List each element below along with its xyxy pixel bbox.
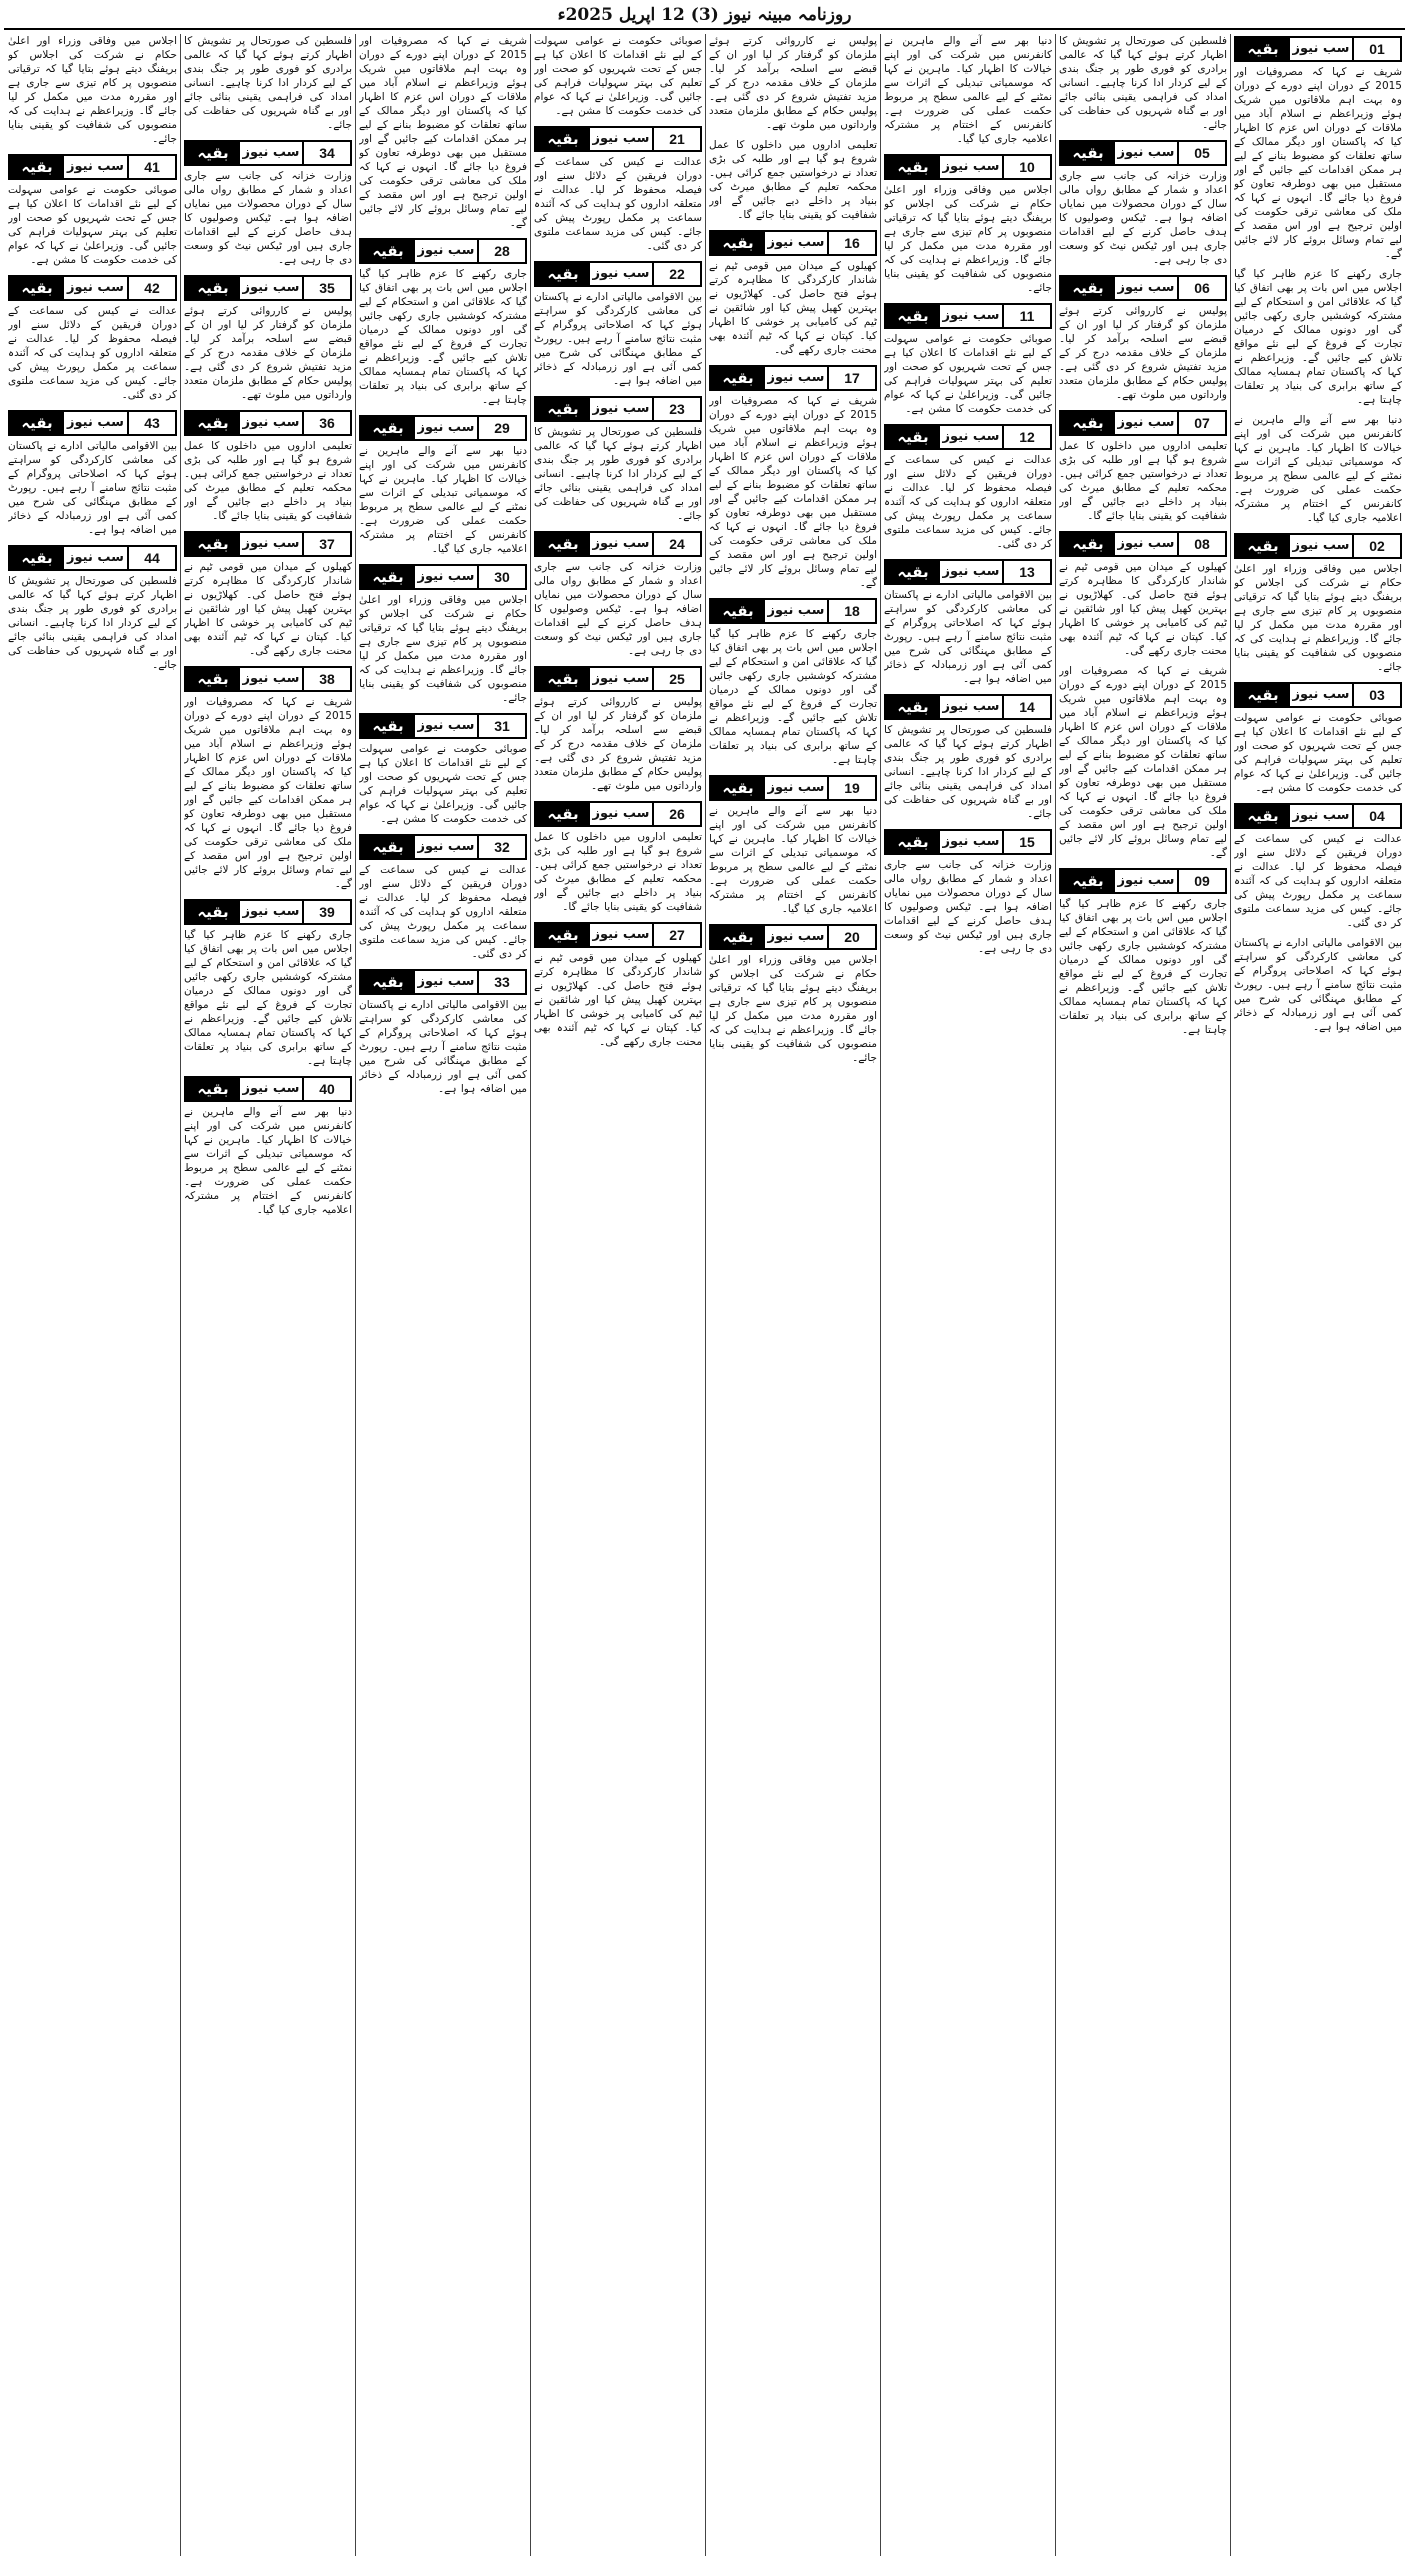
continuation-header xyxy=(184,531,352,557)
section-label: سب نیوز xyxy=(67,415,124,430)
continuation-header xyxy=(709,230,877,256)
continuation-tag: بقیہ xyxy=(1236,805,1290,827)
continuation-header xyxy=(534,666,702,692)
news-item xyxy=(8,273,177,402)
continuation-number: 41 xyxy=(127,156,175,178)
continuation-header xyxy=(709,365,877,391)
continuation-header xyxy=(184,140,352,166)
continuation-header xyxy=(359,969,527,995)
continuation-tag: بقیہ xyxy=(361,971,415,993)
news-item xyxy=(884,301,1052,416)
continuation-number: 22 xyxy=(652,263,700,285)
news-item xyxy=(184,408,352,523)
article-text: کھیلوں کے میدان میں قومی ٹیم نے شاندار کارکردگی کا مظاہرہ کرتے ہوئے فتح حاصل کی۔ کھلاڑیوں نے بہترین کھیل پیش کیا اور شائقین نے ٹیم کی کامیابی پر خوشی کا اظہار کیا۔ کپتان نے کہا کہ ٹیم آئندہ بھی محنت جاری رکھے گی۔ xyxy=(184,561,352,657)
section-label: سب نیوز xyxy=(942,429,1000,444)
section-label: سب نیوز xyxy=(592,536,650,551)
continuation-tag: بقیہ xyxy=(886,831,940,853)
continuation-tag: بقیہ xyxy=(711,367,765,389)
article-text: تعلیمی اداروں میں داخلوں کا عمل شروع ہو گیا ہے اور طلبہ کی بڑی تعداد نے درخواستیں جمع کرائی ہیں۔ محکمہ تعلیم کے مطابق میرٹ کی بنیاد پر داخلے دیے جائیں گے اور شفافیت کو یقینی بنایا جائے گا۔ xyxy=(709,139,877,221)
news-item xyxy=(8,152,177,267)
section-label: سب نیوز xyxy=(242,904,300,919)
news-item xyxy=(8,34,177,146)
continuation-header xyxy=(359,834,527,860)
masthead-rule xyxy=(4,28,1405,30)
continuation-tag: بقیہ xyxy=(536,668,590,690)
continuation-tag: بقیہ xyxy=(1061,533,1115,555)
section-label: سب نیوز xyxy=(242,1081,300,1096)
continuation-header xyxy=(1059,410,1227,436)
section-label: سب نیوز xyxy=(767,370,825,385)
news-item xyxy=(359,711,527,826)
continuation-tag: بقیہ xyxy=(886,305,940,327)
continuation-number: 17 xyxy=(827,367,875,389)
news-column xyxy=(355,34,530,2556)
continuation-number: 12 xyxy=(1002,426,1050,448)
continuation-tag: بقیہ xyxy=(1061,870,1115,892)
section-label: سب نیوز xyxy=(1292,538,1350,553)
continuation-header xyxy=(1234,803,1402,829)
continuation-number: 09 xyxy=(1177,870,1225,892)
news-item xyxy=(534,124,702,253)
continuation-tag: بقیہ xyxy=(711,232,765,254)
continuation-tag: بقیہ xyxy=(186,533,240,555)
news-item xyxy=(1059,408,1227,523)
section-label: سب نیوز xyxy=(942,699,1000,714)
section-label: سب نیوز xyxy=(767,780,825,795)
section-label: سب نیوز xyxy=(942,308,1000,323)
continuation-number: 38 xyxy=(302,668,350,690)
news-item xyxy=(359,832,527,961)
article-text: اجلاس میں وفاقی وزراء اور اعلیٰ حکام نے شرکت کی اجلاس کو بریفنگ دیتے ہوئے بتایا گیا کہ ترقیاتی منصوبوں پر کام تیزی سے جاری ہے اور مقررہ مدت میں مکمل کر لیا جائے گا۔ وزیراعظم نے ہدایت کی کہ منصوبوں کی شفافیت کو یقینی بنایا جائے۔ xyxy=(359,594,527,704)
continuation-number: 16 xyxy=(827,232,875,254)
continuation-tag: بقیہ xyxy=(361,417,415,439)
continuation-number: 19 xyxy=(827,777,875,799)
continuation-header xyxy=(1234,533,1402,559)
article-text: جاری رکھنے کا عزم ظاہر کیا گیا اجلاس میں اس بات پر بھی اتفاق کیا گیا کہ علاقائی امن و استحکام کے لیے مشترکہ کوششیں جاری رکھی جائیں گی اور دونوں ممالک کے درمیان تجارت کے فروغ کے لیے نئے مواقع تلاش کیے جائیں گے۔ وزیراعظم نے کہا کہ پاکستان تمام ہمسایہ ممالک کے ساتھ برابری کی بنیاد پر تعلقات چاہتا ہے۔ xyxy=(1234,268,1402,406)
continuation-number: 04 xyxy=(1352,805,1400,827)
continuation-header xyxy=(534,261,702,287)
continuation-number: 29 xyxy=(477,417,525,439)
continuation-header xyxy=(709,924,877,950)
section-label: سب نیوز xyxy=(1117,536,1175,551)
article-text: بین الاقوامی مالیاتی ادارے نے پاکستان کی معاشی کارکردگی کو سراہتے ہوئے کہا کہ اصلاحاتی پروگرام کے مثبت نتائج سامنے آ رہے ہیں۔ رپورٹ کے مطابق مہنگائی کی شرح میں کمی آئی ہے اور زرمبادلہ کے ذخائر میں اضافہ ہوا ہے۔ xyxy=(8,440,177,536)
continuation-tag: بقیہ xyxy=(186,668,240,690)
section-label: سب نیوز xyxy=(592,401,650,416)
continuation-tag: بقیہ xyxy=(361,715,415,737)
section-label: سب نیوز xyxy=(1292,687,1350,702)
news-item xyxy=(884,557,1052,686)
continuation-header xyxy=(8,154,177,180)
continuation-number: 25 xyxy=(652,668,700,690)
article-text: فلسطین کی صورتحال پر تشویش کا اظہار کرتے ہوئے کہا گیا کہ عالمی برادری کو فوری طور پر جنگ بندی کے لیے کردار ادا کرنا چاہیے۔ انسانی امداد کی فراہمی یقینی بنائی جائے اور بے گناہ شہریوں کی حفاظت کی جائے۔ xyxy=(884,724,1052,820)
news-item xyxy=(884,827,1052,956)
news-item xyxy=(709,228,877,357)
continuation-number: 10 xyxy=(1002,156,1050,178)
news-item xyxy=(1059,138,1227,267)
article-text: وزارت خزانہ کی جانب سے جاری اعداد و شمار کے مطابق رواں مالی سال کے دوران محصولات میں نمایاں اضافہ ہوا ہے۔ ٹیکس وصولیوں کا ہدف حاصل کرنے کے لیے اقدامات جاری ہیں اور ٹیکس نیٹ کو وسعت دی جا رہی ہے۔ xyxy=(534,561,702,657)
news-item xyxy=(709,138,877,222)
continuation-number: 31 xyxy=(477,715,525,737)
article-text: اجلاس میں وفاقی وزراء اور اعلیٰ حکام نے شرکت کی اجلاس کو بریفنگ دیتے ہوئے بتایا گیا کہ ترقیاتی منصوبوں پر کام تیزی سے جاری ہے اور مقررہ مدت میں مکمل کر لیا جائے گا۔ وزیراعظم نے ہدایت کی کہ منصوبوں کی شفافیت کو یقینی بنایا جائے۔ xyxy=(884,184,1052,294)
news-item xyxy=(8,408,177,537)
section-label: سب نیوز xyxy=(417,718,475,733)
article-text: وزارت خزانہ کی جانب سے جاری اعداد و شمار کے مطابق رواں مالی سال کے دوران محصولات میں نمایاں اضافہ ہوا ہے۔ ٹیکس وصولیوں کا ہدف حاصل کرنے کے لیے اقدامات جاری ہیں اور ٹیکس نیٹ کو وسعت دی جا رہی ہے۔ xyxy=(184,170,352,266)
continuation-tag: بقیہ xyxy=(186,901,240,923)
continuation-tag: بقیہ xyxy=(536,803,590,825)
article-text: بین الاقوامی مالیاتی ادارے نے پاکستان کی معاشی کارکردگی کو سراہتے ہوئے کہا کہ اصلاحاتی پروگرام کے مثبت نتائج سامنے آ رہے ہیں۔ رپورٹ کے مطابق مہنگائی کی شرح میں کمی آئی ہے اور زرمبادلہ کے ذخائر میں اضافہ ہوا ہے۔ xyxy=(534,291,702,387)
article-text: صوبائی حکومت نے عوامی سہولت کے لیے نئے اقدامات کا اعلان کیا ہے جس کے تحت شہریوں کو صحت اور تعلیم کی بہتر سہولیات فراہم کی جائیں گی۔ وزیراعلیٰ نے کہا کہ عوام کی خدمت حکومت کا مشن ہے۔ xyxy=(534,35,702,117)
article-text: وزارت خزانہ کی جانب سے جاری اعداد و شمار کے مطابق رواں مالی سال کے دوران محصولات میں نمایاں اضافہ ہوا ہے۔ ٹیکس وصولیوں کا ہدف حاصل کرنے کے لیے اقدامات جاری ہیں اور ٹیکس نیٹ کو وسعت دی جا رہی ہے۔ xyxy=(1059,170,1227,266)
continuation-header xyxy=(534,396,702,422)
article-text: کھیلوں کے میدان میں قومی ٹیم نے شاندار کارکردگی کا مظاہرہ کرتے ہوئے فتح حاصل کی۔ کھلاڑیوں نے بہترین کھیل پیش کیا اور شائقین نے ٹیم کی کامیابی پر خوشی کا اظہار کیا۔ کپتان نے کہا کہ ٹیم آئندہ بھی محنت جاری رکھے گی۔ xyxy=(534,952,702,1048)
article-text: وزارت خزانہ کی جانب سے جاری اعداد و شمار کے مطابق رواں مالی سال کے دوران محصولات میں نمایاں اضافہ ہوا ہے۔ ٹیکس وصولیوں کا ہدف حاصل کرنے کے لیے اقدامات جاری ہیں اور ٹیکس نیٹ کو وسعت دی جا رہی ہے۔ xyxy=(884,859,1052,955)
news-item xyxy=(709,922,877,1065)
section-label: سب نیوز xyxy=(242,280,300,295)
continuation-number: 23 xyxy=(652,398,700,420)
news-item xyxy=(359,236,527,407)
continuation-number: 43 xyxy=(127,412,175,434)
continuation-number: 34 xyxy=(302,142,350,164)
article-text: پولیس نے کارروائی کرتے ہوئے ملزمان کو گرفتار کر لیا اور ان کے قبضے سے اسلحہ برآمد کر لیا۔ ملزمان کے خلاف مقدمہ درج کر کے مزید تفتیش شروع کر دی گئی ہے۔ پولیس حکام کے مطابق ملزمان متعدد وارداتوں میں ملوث تھے۔ xyxy=(184,305,352,401)
news-item xyxy=(359,413,527,556)
section-label: سب نیوز xyxy=(1117,280,1175,295)
continuation-number: 26 xyxy=(652,803,700,825)
news-item xyxy=(1234,801,1402,930)
continuation-number: 05 xyxy=(1177,142,1225,164)
news-item xyxy=(534,529,702,658)
news-item xyxy=(1234,267,1402,407)
section-label: سب نیوز xyxy=(592,131,650,146)
news-column xyxy=(705,34,880,2556)
continuation-tag: بقیہ xyxy=(536,263,590,285)
article-text: عدالت نے کیس کی سماعت کے دوران فریقین کے دلائل سنے اور فیصلہ محفوظ کر لیا۔ عدالت نے متعلقہ اداروں کو ہدایت کی کہ آئندہ سماعت پر مکمل رپورٹ پیش کی جائے۔ کیس کی مزید سماعت ملتوی کر دی گئی۔ xyxy=(534,156,702,252)
news-item xyxy=(1059,664,1227,860)
continuation-header xyxy=(884,694,1052,720)
continuation-number: 11 xyxy=(1002,305,1050,327)
section-label: سب نیوز xyxy=(1292,41,1350,56)
continuation-header xyxy=(359,564,527,590)
article-text: شریف نے کہا کہ مصروفیات اور 2015 کے دوران اپنے دورے کے دوران وہ بہت اہم ملاقاتوں میں شریک ہوئے وزیراعظم نے اسلام آباد میں ملاقات کے دوران اس عزم کا اظہار کیا کہ پاکستان اور دیگر ممالک کے ساتھ تعلقات کو مضبوط بنانے کے لیے ہر ممکن اقدامات کیے جائیں گے اور مستقبل میں بھی دوطرفہ تعاون کو فروغ دیا جائے گا۔ انہوں نے کہا کہ ملک کی معاشی ترقی حکومت کی اولین ترجیح ہے اور اس مقصد کے لیے تمام وسائل بروئے کار لائے جائیں گے۔ xyxy=(1234,66,1402,260)
article-text: دنیا بھر سے آنے والے ماہرین نے کانفرنس میں شرکت کی اور اپنے خیالات کا اظہار کیا۔ ماہرین نے کہا کہ موسمیاتی تبدیلی کے اثرات سے نمٹنے کے لیے عالمی سطح پر مربوط حکمت عملی کی ضرورت ہے۔ کانفرنس کے اختتام پر مشترکہ اعلامیہ جاری کیا گیا۔ xyxy=(709,805,877,915)
news-item xyxy=(184,664,352,891)
news-item xyxy=(534,259,702,388)
news-item xyxy=(8,543,177,672)
continuation-header xyxy=(184,275,352,301)
news-item xyxy=(184,897,352,1068)
news-item xyxy=(184,138,352,267)
continuation-number: 14 xyxy=(1002,696,1050,718)
continuation-tag: بقیہ xyxy=(1061,277,1115,299)
news-item xyxy=(184,1074,352,1217)
continuation-number: 07 xyxy=(1177,412,1225,434)
article-text: پولیس نے کارروائی کرتے ہوئے ملزمان کو گرفتار کر لیا اور ان کے قبضے سے اسلحہ برآمد کر لیا۔ ملزمان کے خلاف مقدمہ درج کر کے مزید تفتیش شروع کر دی گئی ہے۔ پولیس حکام کے مطابق ملزمان متعدد وارداتوں میں ملوث تھے۔ xyxy=(709,35,877,131)
continuation-header xyxy=(534,126,702,152)
article-text: دنیا بھر سے آنے والے ماہرین نے کانفرنس میں شرکت کی اور اپنے خیالات کا اظہار کیا۔ ماہرین نے کہا کہ موسمیاتی تبدیلی کے اثرات سے نمٹنے کے لیے عالمی سطح پر مربوط حکمت عملی کی ضرورت ہے۔ کانفرنس کے اختتام پر مشترکہ اعلامیہ جاری کیا گیا۔ xyxy=(1234,414,1402,524)
section-label: سب نیوز xyxy=(67,280,124,295)
news-item xyxy=(534,664,702,793)
continuation-header xyxy=(534,531,702,557)
news-item xyxy=(1059,529,1227,658)
article-text: شریف نے کہا کہ مصروفیات اور 2015 کے دوران اپنے دورے کے دوران وہ بہت اہم ملاقاتوں میں شریک ہوئے وزیراعظم نے اسلام آباد میں ملاقات کے دوران اس عزم کا اظہار کیا کہ پاکستان اور دیگر ممالک کے ساتھ تعلقات کو مضبوط بنانے کے لیے ہر ممکن اقدامات کیے جائیں گے اور مستقبل میں بھی دوطرفہ تعاون کو فروغ دیا جائے گا۔ انہوں نے کہا کہ ملک کی معاشی ترقی حکومت کی اولین ترجیح ہے اور اس مقصد کے لیے تمام وسائل بروئے کار لائے جائیں گے۔ xyxy=(1059,665,1227,859)
news-item xyxy=(184,273,352,402)
section-label: سب نیوز xyxy=(242,415,300,430)
section-label: سب نیوز xyxy=(942,159,1000,174)
section-label: سب نیوز xyxy=(417,839,475,854)
article-text: فلسطین کی صورتحال پر تشویش کا اظہار کرتے ہوئے کہا گیا کہ عالمی برادری کو فوری طور پر جنگ بندی کے لیے کردار ادا کرنا چاہیے۔ انسانی امداد کی فراہمی یقینی بنائی جائے اور بے گناہ شہریوں کی حفاظت کی جائے۔ xyxy=(534,426,702,522)
continuation-tag: بقیہ xyxy=(10,547,64,569)
article-text: بین الاقوامی مالیاتی ادارے نے پاکستان کی معاشی کارکردگی کو سراہتے ہوئے کہا کہ اصلاحاتی پروگرام کے مثبت نتائج سامنے آ رہے ہیں۔ رپورٹ کے مطابق مہنگائی کی شرح میں کمی آئی ہے اور زرمبادلہ کے ذخائر میں اضافہ ہوا ہے۔ xyxy=(884,589,1052,685)
continuation-tag: بقیہ xyxy=(536,398,590,420)
continuation-number: 08 xyxy=(1177,533,1225,555)
continuation-tag: بقیہ xyxy=(536,924,590,946)
continuation-number: 13 xyxy=(1002,561,1050,583)
continuation-tag: بقیہ xyxy=(10,277,64,299)
news-item xyxy=(1059,866,1227,1037)
continuation-number: 28 xyxy=(477,240,525,262)
continuation-number: 44 xyxy=(127,547,175,569)
section-label: سب نیوز xyxy=(242,145,300,160)
article-text: عدالت نے کیس کی سماعت کے دوران فریقین کے دلائل سنے اور فیصلہ محفوظ کر لیا۔ عدالت نے متعلقہ اداروں کو ہدایت کی کہ آئندہ سماعت پر مکمل رپورٹ پیش کی جائے۔ کیس کی مزید سماعت ملتوی کر دی گئی۔ xyxy=(884,454,1052,550)
continuation-header xyxy=(1059,140,1227,166)
continuation-number: 36 xyxy=(302,412,350,434)
continuation-header xyxy=(184,899,352,925)
continuation-tag: بقیہ xyxy=(186,142,240,164)
section-label: سب نیوز xyxy=(767,603,825,618)
article-text: جاری رکھنے کا عزم ظاہر کیا گیا اجلاس میں اس بات پر بھی اتفاق کیا گیا کہ علاقائی امن و استحکام کے لیے مشترکہ کوششیں جاری رکھی جائیں گی اور دونوں ممالک کے درمیان تجارت کے فروغ کے لیے نئے مواقع تلاش کیے جائیں گے۔ وزیراعظم نے کہا کہ پاکستان تمام ہمسایہ ممالک کے ساتھ برابری کی بنیاد پر تعلقات چاہتا ہے۔ xyxy=(359,268,527,406)
news-item xyxy=(359,34,527,230)
news-item xyxy=(1234,34,1402,261)
news-column xyxy=(1230,34,1405,2556)
section-label: سب نیوز xyxy=(767,235,825,250)
news-item xyxy=(1059,34,1227,132)
section-label: سب نیوز xyxy=(417,974,475,989)
continuation-header xyxy=(8,410,177,436)
continuation-header xyxy=(359,238,527,264)
section-label: سب نیوز xyxy=(1117,145,1175,160)
section-label: سب نیوز xyxy=(592,927,650,942)
news-item xyxy=(884,152,1052,295)
continuation-tag: بقیہ xyxy=(711,777,765,799)
continuation-tag: بقیہ xyxy=(886,426,940,448)
continuation-tag: بقیہ xyxy=(711,926,765,948)
article-text: تعلیمی اداروں میں داخلوں کا عمل شروع ہو گیا ہے اور طلبہ کی بڑی تعداد نے درخواستیں جمع کرائی ہیں۔ محکمہ تعلیم کے مطابق میرٹ کی بنیاد پر داخلے دیے جائیں گے اور شفافیت کو یقینی بنایا جائے گا۔ xyxy=(1059,440,1227,522)
continuation-number: 02 xyxy=(1352,535,1400,557)
section-label: سب نیوز xyxy=(942,564,1000,579)
section-label: سب نیوز xyxy=(592,266,650,281)
continuation-number: 37 xyxy=(302,533,350,555)
section-label: سب نیوز xyxy=(67,159,124,174)
continuation-header xyxy=(8,275,177,301)
article-text: عدالت نے کیس کی سماعت کے دوران فریقین کے دلائل سنے اور فیصلہ محفوظ کر لیا۔ عدالت نے متعلقہ اداروں کو ہدایت کی کہ آئندہ سماعت پر مکمل رپورٹ پیش کی جائے۔ کیس کی مزید سماعت ملتوی کر دی گئی۔ xyxy=(8,305,177,401)
continuation-number: 06 xyxy=(1177,277,1225,299)
continuation-number: 39 xyxy=(302,901,350,923)
section-label: سب نیوز xyxy=(1117,415,1175,430)
news-column xyxy=(1055,34,1230,2556)
continuation-header xyxy=(184,666,352,692)
news-item xyxy=(359,562,527,705)
continuation-header xyxy=(184,1076,352,1102)
continuation-tag: بقیہ xyxy=(1236,38,1290,60)
masthead: روزنامہ مبینہ نیوز (3) 12 اپریل 2025ء xyxy=(557,5,852,25)
continuation-tag: بقیہ xyxy=(186,412,240,434)
news-item xyxy=(709,34,877,132)
continuation-number: 27 xyxy=(652,924,700,946)
continuation-tag: بقیہ xyxy=(186,1078,240,1100)
continuation-header xyxy=(1059,868,1227,894)
article-text: صوبائی حکومت نے عوامی سہولت کے لیے نئے اقدامات کا اعلان کیا ہے جس کے تحت شہریوں کو صحت اور تعلیم کی بہتر سہولیات فراہم کی جائیں گی۔ وزیراعلیٰ نے کہا کہ عوام کی خدمت حکومت کا مشن ہے۔ xyxy=(359,743,527,825)
news-item xyxy=(359,967,527,1096)
continuation-number: 24 xyxy=(652,533,700,555)
continuation-header xyxy=(1059,531,1227,557)
continuation-tag: بقیہ xyxy=(536,533,590,555)
continuation-tag: بقیہ xyxy=(1061,412,1115,434)
continuation-number: 33 xyxy=(477,971,525,993)
continuation-tag: بقیہ xyxy=(711,600,765,622)
article-text: عدالت نے کیس کی سماعت کے دوران فریقین کے دلائل سنے اور فیصلہ محفوظ کر لیا۔ عدالت نے متعلقہ اداروں کو ہدایت کی کہ آئندہ سماعت پر مکمل رپورٹ پیش کی جائے۔ کیس کی مزید سماعت ملتوی کر دی گئی۔ xyxy=(359,864,527,960)
continuation-number: 18 xyxy=(827,600,875,622)
news-item xyxy=(534,920,702,1049)
section-label: سب نیوز xyxy=(942,834,1000,849)
news-item xyxy=(1234,680,1402,795)
continuation-number: 42 xyxy=(127,277,175,299)
section-label: سب نیوز xyxy=(242,671,300,686)
article-text: اجلاس میں وفاقی وزراء اور اعلیٰ حکام نے شرکت کی اجلاس کو بریفنگ دیتے ہوئے بتایا گیا کہ ترقیاتی منصوبوں پر کام تیزی سے جاری ہے اور مقررہ مدت میں مکمل کر لیا جائے گا۔ وزیراعظم نے ہدایت کی کہ منصوبوں کی شفافیت کو یقینی بنایا جائے۔ xyxy=(709,954,877,1064)
continuation-tag: بقیہ xyxy=(186,277,240,299)
continuation-header xyxy=(1234,682,1402,708)
article-text: فلسطین کی صورتحال پر تشویش کا اظہار کرتے ہوئے کہا گیا کہ عالمی برادری کو فوری طور پر جنگ بندی کے لیے کردار ادا کرنا چاہیے۔ انسانی امداد کی فراہمی یقینی بنائی جائے اور بے گناہ شہریوں کی حفاظت کی جائے۔ xyxy=(1059,35,1227,131)
news-item xyxy=(534,799,702,914)
news-item xyxy=(884,422,1052,551)
news-item xyxy=(884,692,1052,821)
article-text: عدالت نے کیس کی سماعت کے دوران فریقین کے دلائل سنے اور فیصلہ محفوظ کر لیا۔ عدالت نے متعلقہ اداروں کو ہدایت کی کہ آئندہ سماعت پر مکمل رپورٹ پیش کی جائے۔ کیس کی مزید سماعت ملتوی کر دی گئی۔ xyxy=(1234,833,1402,929)
continuation-header xyxy=(184,410,352,436)
continuation-tag: بقیہ xyxy=(361,836,415,858)
continuation-header xyxy=(884,154,1052,180)
article-text: تعلیمی اداروں میں داخلوں کا عمل شروع ہو گیا ہے اور طلبہ کی بڑی تعداد نے درخواستیں جمع کرائی ہیں۔ محکمہ تعلیم کے مطابق میرٹ کی بنیاد پر داخلے دیے جائیں گے اور شفافیت کو یقینی بنایا جائے گا۔ xyxy=(184,440,352,522)
continuation-tag: بقیہ xyxy=(10,412,64,434)
news-item xyxy=(184,529,352,658)
continuation-header xyxy=(8,545,177,571)
article-text: فلسطین کی صورتحال پر تشویش کا اظہار کرتے ہوئے کہا گیا کہ عالمی برادری کو فوری طور پر جنگ بندی کے لیے کردار ادا کرنا چاہیے۔ انسانی امداد کی فراہمی یقینی بنائی جائے اور بے گناہ شہریوں کی حفاظت کی جائے۔ xyxy=(184,35,352,131)
continuation-number: 01 xyxy=(1352,38,1400,60)
continuation-number: 40 xyxy=(302,1078,350,1100)
continuation-tag: بقیہ xyxy=(361,240,415,262)
article-text: صوبائی حکومت نے عوامی سہولت کے لیے نئے اقدامات کا اعلان کیا ہے جس کے تحت شہریوں کو صحت اور تعلیم کی بہتر سہولیات فراہم کی جائیں گی۔ وزیراعلیٰ نے کہا کہ عوام کی خدمت حکومت کا مشن ہے۔ xyxy=(884,333,1052,415)
continuation-number: 15 xyxy=(1002,831,1050,853)
news-item xyxy=(709,596,877,767)
section-label: سب نیوز xyxy=(417,243,475,258)
continuation-tag: بقیہ xyxy=(886,696,940,718)
continuation-tag: بقیہ xyxy=(10,156,64,178)
continuation-header xyxy=(709,598,877,624)
section-label: سب نیوز xyxy=(242,536,300,551)
continuation-number: 32 xyxy=(477,836,525,858)
continuation-header xyxy=(884,829,1052,855)
news-item xyxy=(1234,413,1402,525)
article-text: فلسطین کی صورتحال پر تشویش کا اظہار کرتے ہوئے کہا گیا کہ عالمی برادری کو فوری طور پر جنگ بندی کے لیے کردار ادا کرنا چاہیے۔ انسانی امداد کی فراہمی یقینی بنائی جائے اور بے گناہ شہریوں کی حفاظت کی جائے۔ xyxy=(8,575,177,671)
article-text: اجلاس میں وفاقی وزراء اور اعلیٰ حکام نے شرکت کی اجلاس کو بریفنگ دیتے ہوئے بتایا گیا کہ ترقیاتی منصوبوں پر کام تیزی سے جاری ہے اور مقررہ مدت میں مکمل کر لیا جائے گا۔ وزیراعظم نے ہدایت کی کہ منصوبوں کی شفافیت کو یقینی بنایا جائے۔ xyxy=(1234,563,1402,673)
continuation-tag: بقیہ xyxy=(1236,684,1290,706)
section-label: سب نیوز xyxy=(1292,808,1350,823)
news-column xyxy=(180,34,355,2556)
article-text: جاری رکھنے کا عزم ظاہر کیا گیا اجلاس میں اس بات پر بھی اتفاق کیا گیا کہ علاقائی امن و استحکام کے لیے مشترکہ کوششیں جاری رکھی جائیں گی اور دونوں ممالک کے درمیان تجارت کے فروغ کے لیے نئے مواقع تلاش کیے جائیں گے۔ وزیراعظم نے کہا کہ پاکستان تمام ہمسایہ ممالک کے ساتھ برابری کی بنیاد پر تعلقات چاہتا ہے۔ xyxy=(1059,898,1227,1036)
continuation-header xyxy=(884,424,1052,450)
article-text: تعلیمی اداروں میں داخلوں کا عمل شروع ہو گیا ہے اور طلبہ کی بڑی تعداد نے درخواستیں جمع کرائی ہیں۔ محکمہ تعلیم کے مطابق میرٹ کی بنیاد پر داخلے دیے جائیں گے اور شفافیت کو یقینی بنایا جائے گا۔ xyxy=(534,831,702,913)
article-text: کھیلوں کے میدان میں قومی ٹیم نے شاندار کارکردگی کا مظاہرہ کرتے ہوئے فتح حاصل کی۔ کھلاڑیوں نے بہترین کھیل پیش کیا اور شائقین نے ٹیم کی کامیابی پر خوشی کا اظہار کیا۔ کپتان نے کہا کہ ٹیم آئندہ بھی محنت جاری رکھے گی۔ xyxy=(709,260,877,356)
news-column xyxy=(5,34,180,2556)
continuation-header xyxy=(359,415,527,441)
article-text: شریف نے کہا کہ مصروفیات اور 2015 کے دوران اپنے دورے کے دوران وہ بہت اہم ملاقاتوں میں شریک ہوئے وزیراعظم نے اسلام آباد میں ملاقات کے دوران اس عزم کا اظہار کیا کہ پاکستان اور دیگر ممالک کے ساتھ تعلقات کو مضبوط بنانے کے لیے ہر ممکن اقدامات کیے جائیں گے اور مستقبل میں بھی دوطرفہ تعاون کو فروغ دیا جائے گا۔ انہوں نے کہا کہ ملک کی معاشی ترقی حکومت کی اولین ترجیح ہے اور اس مقصد کے لیے تمام وسائل بروئے کار لائے جائیں گے۔ xyxy=(709,395,877,589)
article-text: پولیس نے کارروائی کرتے ہوئے ملزمان کو گرفتار کر لیا اور ان کے قبضے سے اسلحہ برآمد کر لیا۔ ملزمان کے خلاف مقدمہ درج کر کے مزید تفتیش شروع کر دی گئی ہے۔ پولیس حکام کے مطابق ملزمان متعدد وارداتوں میں ملوث تھے۔ xyxy=(534,696,702,792)
article-text: جاری رکھنے کا عزم ظاہر کیا گیا اجلاس میں اس بات پر بھی اتفاق کیا گیا کہ علاقائی امن و استحکام کے لیے مشترکہ کوششیں جاری رکھی جائیں گی اور دونوں ممالک کے درمیان تجارت کے فروغ کے لیے نئے مواقع تلاش کیے جائیں گے۔ وزیراعظم نے کہا کہ پاکستان تمام ہمسایہ ممالک کے ساتھ برابری کی بنیاد پر تعلقات چاہتا ہے۔ xyxy=(709,628,877,766)
article-text: صوبائی حکومت نے عوامی سہولت کے لیے نئے اقدامات کا اعلان کیا ہے جس کے تحت شہریوں کو صحت اور تعلیم کی بہتر سہولیات فراہم کی جائیں گی۔ وزیراعلیٰ نے کہا کہ عوام کی خدمت حکومت کا مشن ہے۔ xyxy=(1234,712,1402,794)
article-text: شریف نے کہا کہ مصروفیات اور 2015 کے دوران اپنے دورے کے دوران وہ بہت اہم ملاقاتوں میں شریک ہوئے وزیراعظم نے اسلام آباد میں ملاقات کے دوران اس عزم کا اظہار کیا کہ پاکستان اور دیگر ممالک کے ساتھ تعلقات کو مضبوط بنانے کے لیے ہر ممکن اقدامات کیے جائیں گے اور مستقبل میں بھی دوطرفہ تعاون کو فروغ دیا جائے گا۔ انہوں نے کہا کہ ملک کی معاشی ترقی حکومت کی اولین ترجیح ہے اور اس مقصد کے لیے تمام وسائل بروئے کار لائے جائیں گے۔ xyxy=(184,696,352,890)
section-label: سب نیوز xyxy=(417,569,475,584)
section-label: سب نیوز xyxy=(67,550,124,565)
news-item xyxy=(1059,273,1227,402)
continuation-number: 21 xyxy=(652,128,700,150)
continuation-tag: بقیہ xyxy=(361,566,415,588)
news-item xyxy=(884,34,1052,146)
news-column xyxy=(880,34,1055,2556)
news-item xyxy=(534,34,702,118)
continuation-header xyxy=(884,303,1052,329)
news-columns xyxy=(4,34,1405,2556)
continuation-header xyxy=(534,922,702,948)
news-item xyxy=(534,394,702,523)
article-text: صوبائی حکومت نے عوامی سہولت کے لیے نئے اقدامات کا اعلان کیا ہے جس کے تحت شہریوں کو صحت اور تعلیم کی بہتر سہولیات فراہم کی جائیں گی۔ وزیراعلیٰ نے کہا کہ عوام کی خدمت حکومت کا مشن ہے۔ xyxy=(8,184,177,266)
article-text: پولیس نے کارروائی کرتے ہوئے ملزمان کو گرفتار کر لیا اور ان کے قبضے سے اسلحہ برآمد کر لیا۔ ملزمان کے خلاف مقدمہ درج کر کے مزید تفتیش شروع کر دی گئی ہے۔ پولیس حکام کے مطابق ملزمان متعدد وارداتوں میں ملوث تھے۔ xyxy=(1059,305,1227,401)
continuation-tag: بقیہ xyxy=(1236,535,1290,557)
news-item xyxy=(184,34,352,132)
news-item xyxy=(709,773,877,916)
news-item xyxy=(1234,936,1402,1034)
continuation-tag: بقیہ xyxy=(536,128,590,150)
continuation-header xyxy=(359,713,527,739)
article-text: بین الاقوامی مالیاتی ادارے نے پاکستان کی معاشی کارکردگی کو سراہتے ہوئے کہا کہ اصلاحاتی پروگرام کے مثبت نتائج سامنے آ رہے ہیں۔ رپورٹ کے مطابق مہنگائی کی شرح میں کمی آئی ہے اور زرمبادلہ کے ذخائر میں اضافہ ہوا ہے۔ xyxy=(1234,937,1402,1033)
section-label: سب نیوز xyxy=(592,806,650,821)
news-item xyxy=(1234,531,1402,674)
continuation-number: 35 xyxy=(302,277,350,299)
article-text: بین الاقوامی مالیاتی ادارے نے پاکستان کی معاشی کارکردگی کو سراہتے ہوئے کہا کہ اصلاحاتی پروگرام کے مثبت نتائج سامنے آ رہے ہیں۔ رپورٹ کے مطابق مہنگائی کی شرح میں کمی آئی ہے اور زرمبادلہ کے ذخائر میں اضافہ ہوا ہے۔ xyxy=(359,999,527,1095)
continuation-header xyxy=(1059,275,1227,301)
continuation-header xyxy=(709,775,877,801)
section-label: سب نیوز xyxy=(592,671,650,686)
article-text: جاری رکھنے کا عزم ظاہر کیا گیا اجلاس میں اس بات پر بھی اتفاق کیا گیا کہ علاقائی امن و استحکام کے لیے مشترکہ کوششیں جاری رکھی جائیں گی اور دونوں ممالک کے درمیان تجارت کے فروغ کے لیے نئے مواقع تلاش کیے جائیں گے۔ وزیراعظم نے کہا کہ پاکستان تمام ہمسایہ ممالک کے ساتھ برابری کی بنیاد پر تعلقات چاہتا ہے۔ xyxy=(184,929,352,1067)
continuation-tag: بقیہ xyxy=(1061,142,1115,164)
article-text: دنیا بھر سے آنے والے ماہرین نے کانفرنس میں شرکت کی اور اپنے خیالات کا اظہار کیا۔ ماہرین نے کہا کہ موسمیاتی تبدیلی کے اثرات سے نمٹنے کے لیے عالمی سطح پر مربوط حکمت عملی کی ضرورت ہے۔ کانفرنس کے اختتام پر مشترکہ اعلامیہ جاری کیا گیا۔ xyxy=(884,35,1052,145)
continuation-header xyxy=(1234,36,1402,62)
section-label: سب نیوز xyxy=(417,420,475,435)
news-item xyxy=(709,363,877,590)
continuation-header xyxy=(534,801,702,827)
article-text: دنیا بھر سے آنے والے ماہرین نے کانفرنس میں شرکت کی اور اپنے خیالات کا اظہار کیا۔ ماہرین نے کہا کہ موسمیاتی تبدیلی کے اثرات سے نمٹنے کے لیے عالمی سطح پر مربوط حکمت عملی کی ضرورت ہے۔ کانفرنس کے اختتام پر مشترکہ اعلامیہ جاری کیا گیا۔ xyxy=(184,1106,352,1216)
continuation-number: 30 xyxy=(477,566,525,588)
article-text: شریف نے کہا کہ مصروفیات اور 2015 کے دوران اپنے دورے کے دوران وہ بہت اہم ملاقاتوں میں شریک ہوئے وزیراعظم نے اسلام آباد میں ملاقات کے دوران اس عزم کا اظہار کیا کہ پاکستان اور دیگر ممالک کے ساتھ تعلقات کو مضبوط بنانے کے لیے ہر ممکن اقدامات کیے جائیں گے اور مستقبل میں بھی دوطرفہ تعاون کو فروغ دیا جائے گا۔ انہوں نے کہا کہ ملک کی معاشی ترقی حکومت کی اولین ترجیح ہے اور اس مقصد کے لیے تمام وسائل بروئے کار لائے جائیں گے۔ xyxy=(359,35,527,229)
article-text: دنیا بھر سے آنے والے ماہرین نے کانفرنس میں شرکت کی اور اپنے خیالات کا اظہار کیا۔ ماہرین نے کہا کہ موسمیاتی تبدیلی کے اثرات سے نمٹنے کے لیے عالمی سطح پر مربوط حکمت عملی کی ضرورت ہے۔ کانفرنس کے اختتام پر مشترکہ اعلامیہ جاری کیا گیا۔ xyxy=(359,445,527,555)
continuation-number: 03 xyxy=(1352,684,1400,706)
news-column xyxy=(530,34,705,2556)
continuation-tag: بقیہ xyxy=(886,561,940,583)
continuation-number: 20 xyxy=(827,926,875,948)
continuation-header xyxy=(884,559,1052,585)
section-label: سب نیوز xyxy=(767,929,825,944)
article-text: کھیلوں کے میدان میں قومی ٹیم نے شاندار کارکردگی کا مظاہرہ کرتے ہوئے فتح حاصل کی۔ کھلاڑیوں نے بہترین کھیل پیش کیا اور شائقین نے ٹیم کی کامیابی پر خوشی کا اظہار کیا۔ کپتان نے کہا کہ ٹیم آئندہ بھی محنت جاری رکھے گی۔ xyxy=(1059,561,1227,657)
section-label: سب نیوز xyxy=(1117,873,1175,888)
continuation-tag: بقیہ xyxy=(886,156,940,178)
article-text: اجلاس میں وفاقی وزراء اور اعلیٰ حکام نے شرکت کی اجلاس کو بریفنگ دیتے ہوئے بتایا گیا کہ ترقیاتی منصوبوں پر کام تیزی سے جاری ہے اور مقررہ مدت میں مکمل کر لیا جائے گا۔ وزیراعظم نے ہدایت کی کہ منصوبوں کی شفافیت کو یقینی بنایا جائے۔ xyxy=(8,35,177,145)
